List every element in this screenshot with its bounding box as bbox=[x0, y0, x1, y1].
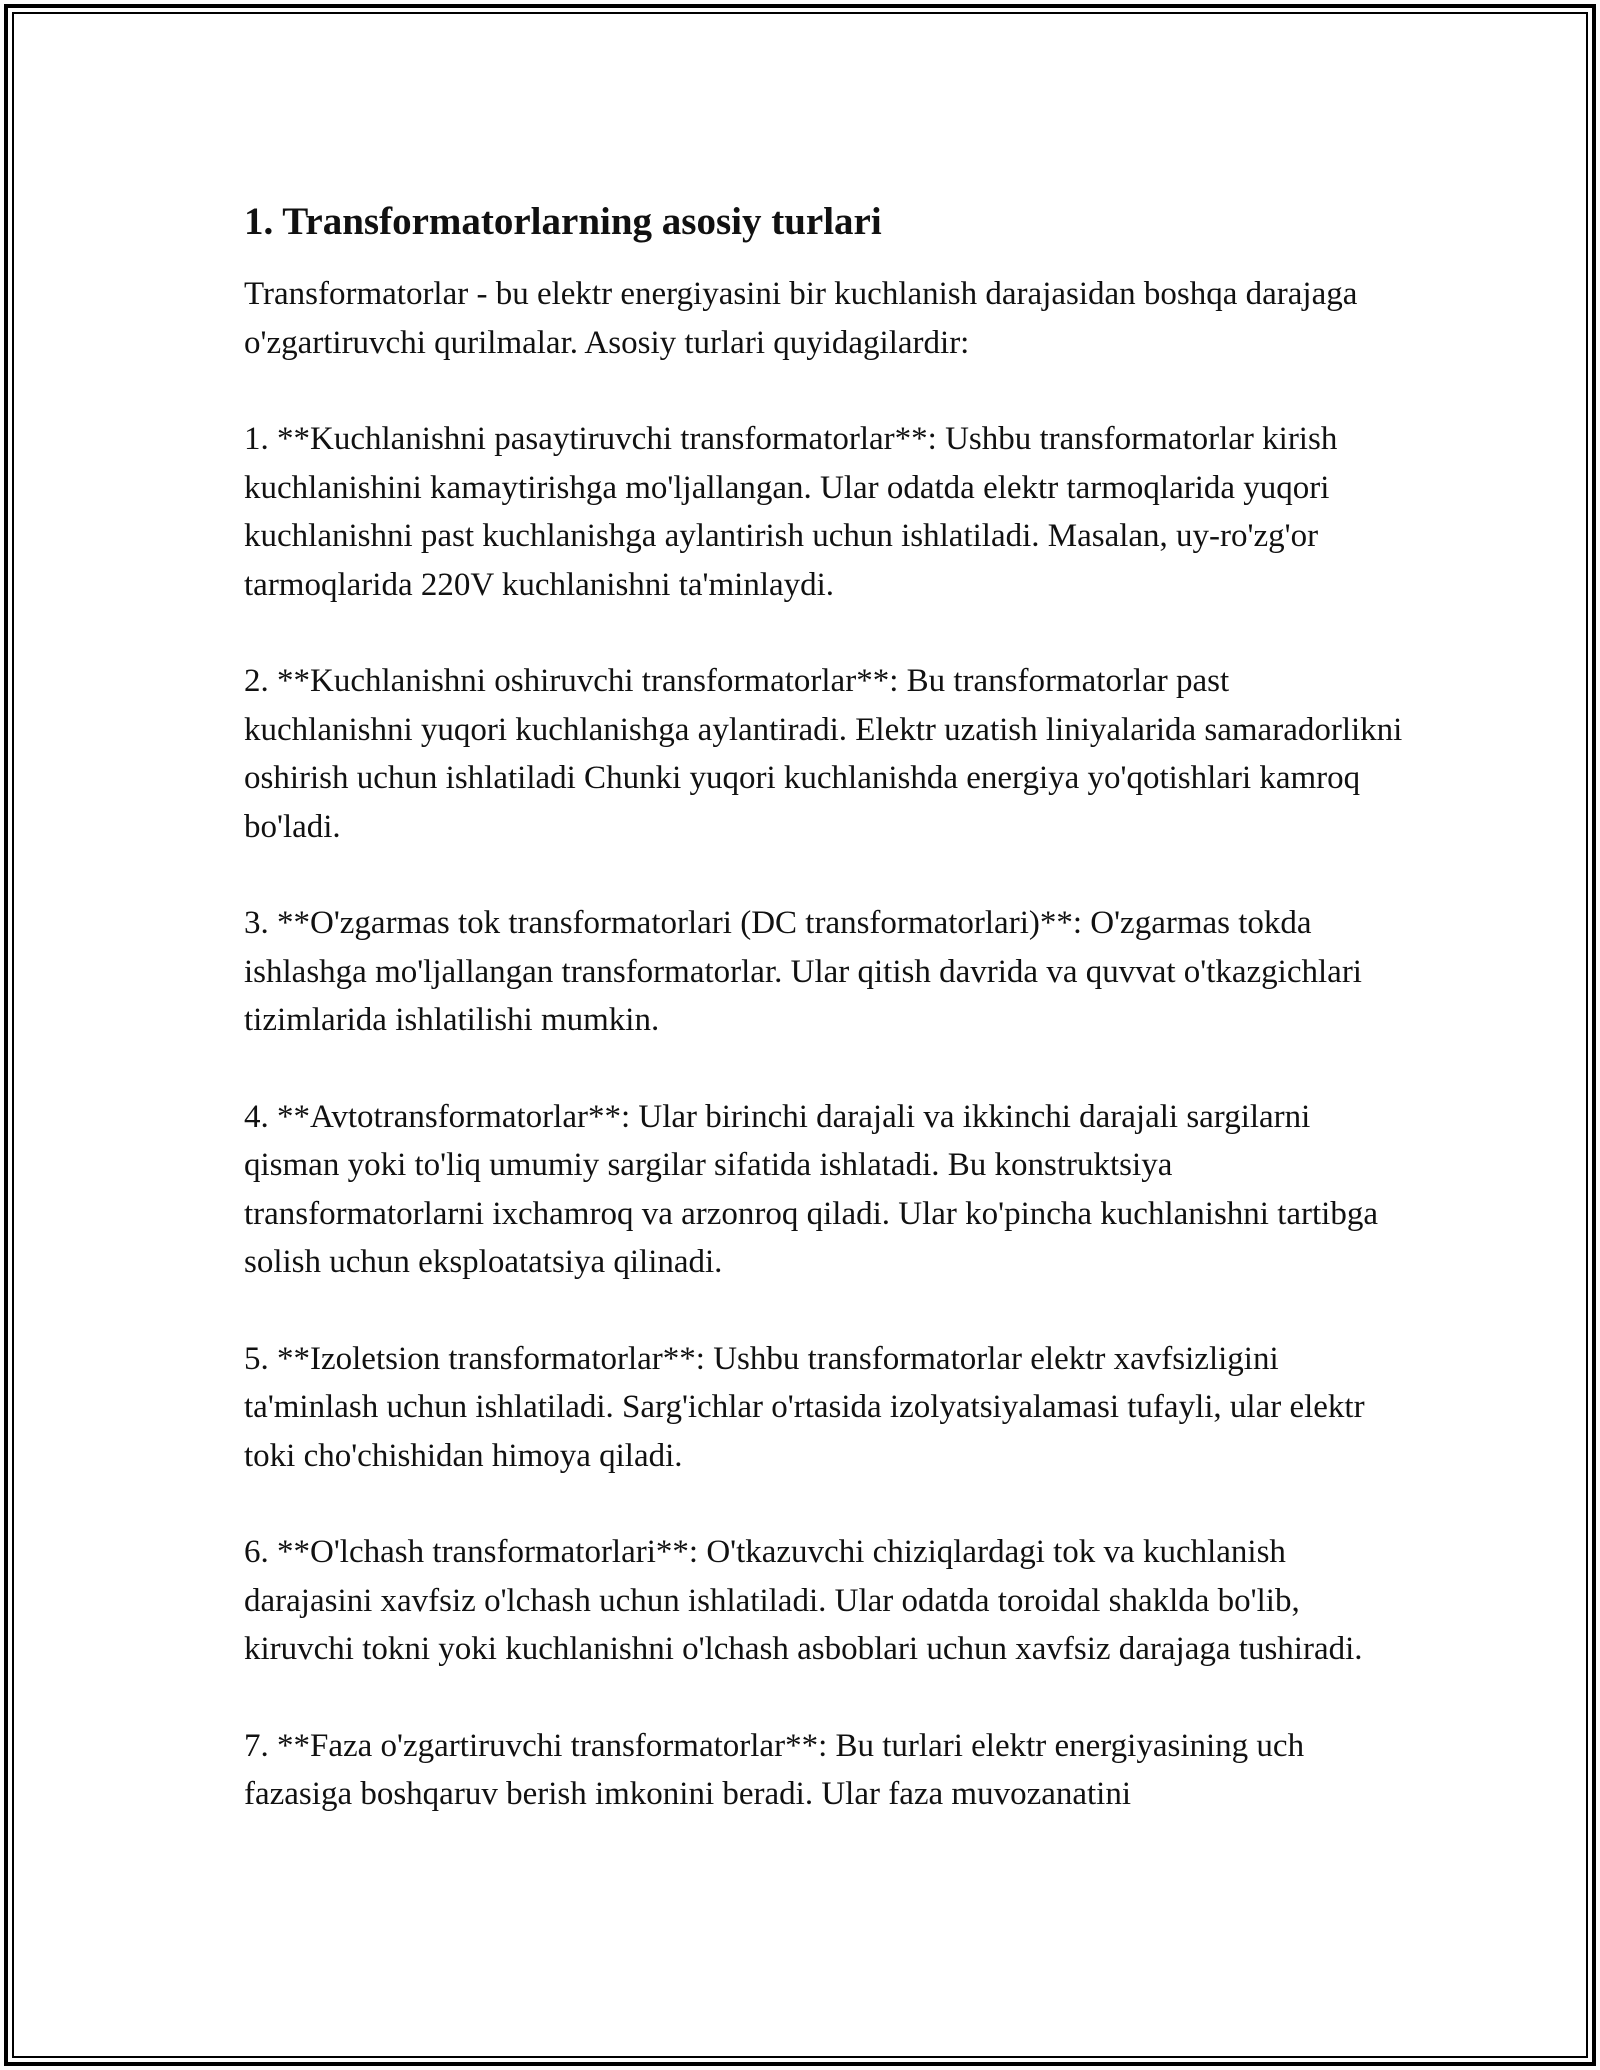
document-heading: 1. Transformatorlarning asosiy turlari bbox=[244, 200, 882, 243]
intro-paragraph: Transformatorlar - bu elektr energiyasini bir kuchlanish darajasidan boshqa darajaga o'zgartiruvchi qurilmalar. Asosiy turlari quyidagilardir: bbox=[244, 276, 1358, 361]
list-item-phase-shifting-transformers: 7. **Faza o'zgartiruvchi transformatorlar**: Bu turlari elektr energiyasining uch fazasiga boshqaruv berish imkonini beradi. Ular faza muvozanatini bbox=[244, 1727, 1305, 1812]
list-item-autotransformers: 4. **Avtotransformatorlar**: Ular birinchi darajali va ikkinchi darajali sargilarni qisman yoki to'liq umumiy sargilar sifatida ishlatadi. Bu konstruktsiya transformatorlarni ixchamroq va arzonroq qiladi. Ular ko'pincha kuchlanishni tartibga solish uchun eksploatatsiya qilinadi. bbox=[244, 1098, 1378, 1280]
list-item-step-down-transformers: 1. **Kuchlanishni pasaytiruvchi transformatorlar**: Ushbu transformatorlar kirish kuchlanishini kamaytirishga mo'ljallangan. Ular odatda elektr tarmoqlarida yuqori kuchlanishni past kuchlanishga aylantirish uchun ishlatiladi. Masalan, uy-ro'zg'or tarmoqlarida 220V kuchlanishni ta'minlaydi. bbox=[244, 421, 1338, 603]
list-item-step-up-transformers: 2. **Kuchlanishni oshiruvchi transformatorlar**: Bu transformatorlar past kuchlanishni yuqori kuchlanishga aylantiradi. Elektr uzatish liniyalarida samaradorlikni oshirish uchun ishlatiladi Chunki yuqori kuchlanishda energiya yo'qotishlari kamroq bo'ladi. bbox=[244, 663, 1403, 845]
list-item-dc-transformers: 3. **O'zgarmas tok transformatorlari (DC transformatorlari)**: O'zgarmas tokda ishlashga mo'ljallangan transformatorlar. Ular qitish davrida va quvvat o'tkazgichlari tizimlarida ishlatilishi mumkin. bbox=[244, 905, 1362, 1038]
list-item-measurement-transformers: 6. **O'lchash transformatorlari**: O'tkazuvchi chiziqlardagi tok va kuchlanish darajasini xavfsiz o'lchash uchun ishlatiladi. Ular odatda toroidal shaklda bo'lib, kiruvchi tokni yoki kuchlanishni o'lchash asboblari uchun xavfsiz darajaga tushiradi. bbox=[244, 1534, 1363, 1667]
page-frame bbox=[4, 4, 1596, 2066]
document-content bbox=[244, 196, 1404, 1819]
list-item-isolation-transformers: 5. **Izoletsion transformatorlar**: Ushbu transformatorlar elektr xavfsizligini ta'minlash uchun ishlatiladi. Sarg'ichlar o'rtasida izolyatsiyalamasi tufayli, ular elektr toki cho'chishidan himoya qiladi. bbox=[244, 1340, 1365, 1474]
